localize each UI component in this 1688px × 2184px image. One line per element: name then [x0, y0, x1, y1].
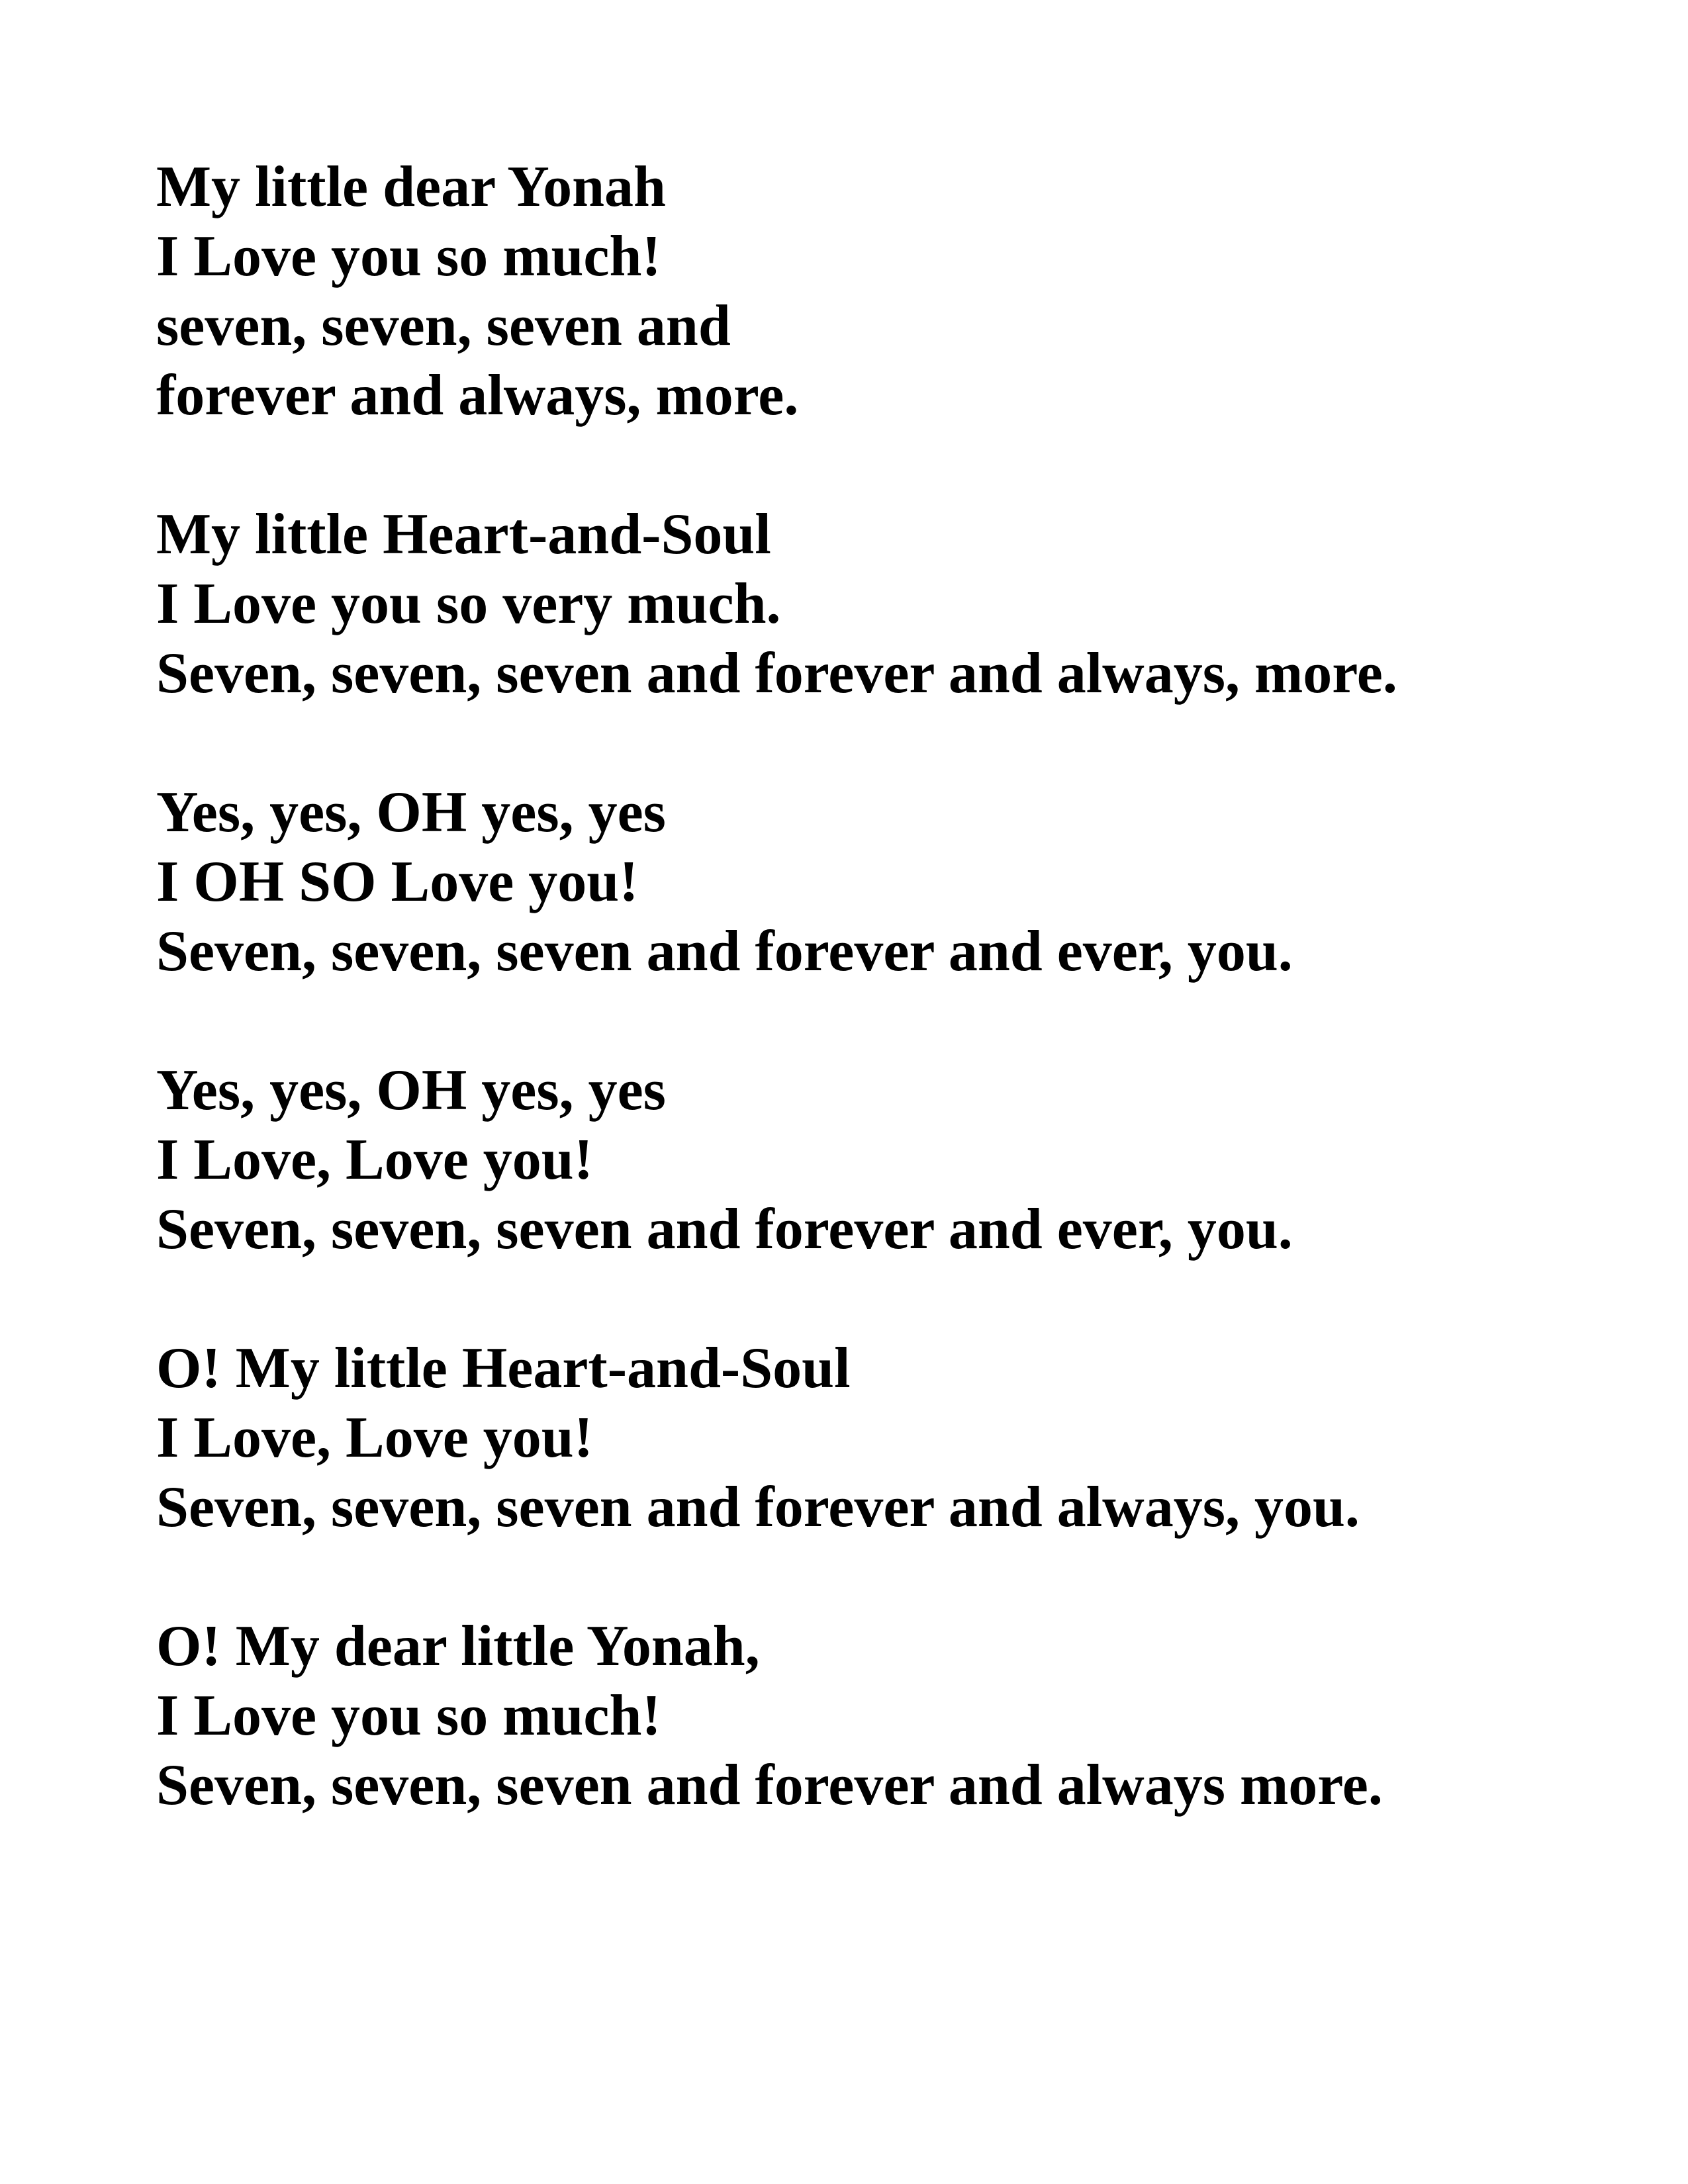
- poem-line: My little Heart-and-Soul: [156, 502, 771, 567]
- poem-line: I Love you so much!: [156, 1684, 661, 1748]
- stanza-4: [156, 1056, 1613, 1264]
- stanza-5: [156, 1334, 1613, 1542]
- poem-line: My little dear Yonah: [156, 155, 666, 219]
- poem-line: I Love, Love you!: [156, 1128, 593, 1192]
- poem-line: seven, seven, seven and: [156, 294, 731, 358]
- poem-line: I Love you so very much.: [156, 572, 781, 636]
- poem-line: Seven, seven, seven and forever and always, more.: [156, 641, 1397, 705]
- stanza-1: [156, 152, 1613, 430]
- poem-line: I OH SO Love you!: [156, 850, 639, 914]
- poem-line: Seven, seven, seven and forever and always, you.: [156, 1475, 1360, 1539]
- poem-line: O! My dear little Yonah,: [156, 1614, 760, 1678]
- poem-line: I Love, Love you!: [156, 1406, 593, 1470]
- poem-line: Seven, seven, seven and forever and ever, you.: [156, 919, 1293, 983]
- poem-line: Yes, yes, OH yes, yes: [156, 780, 666, 844]
- stanza-2: [156, 500, 1613, 708]
- poem-line: forever and always, more.: [156, 363, 799, 428]
- poem-line: O! My little Heart-and-Soul: [156, 1336, 851, 1400]
- stanza-6: [156, 1612, 1613, 1820]
- stanza-3: [156, 778, 1613, 986]
- poem: [156, 152, 1613, 1889]
- poem-line: Yes, yes, OH yes, yes: [156, 1058, 666, 1122]
- poem-line: I Love you so much!: [156, 224, 661, 289]
- poem-line: Seven, seven, seven and forever and always more.: [156, 1753, 1383, 1817]
- poem-line: Seven, seven, seven and forever and ever, you.: [156, 1197, 1293, 1261]
